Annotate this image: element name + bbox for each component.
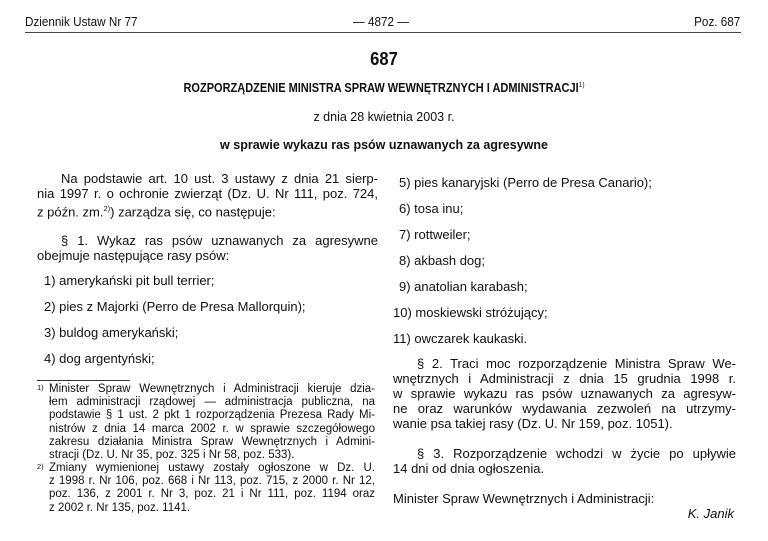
- section-2-line: ne oraz warunków wydawania zezwoleń na utrzymy-: [393, 401, 736, 416]
- breed-item: 5) pies kanaryjski (Perro de Presa Canario);: [399, 175, 652, 190]
- footnote-2: [37, 462, 375, 515]
- section-3-line: § 3. Rozporządzenie wchodzi w życie po upływie: [417, 446, 736, 461]
- signature-name: K. Janik: [687, 506, 734, 521]
- title-text: ROZPORZĄDZENIE MINISTRA SPRAW WEWNĘTRZNYCH I ADMINISTRACJI: [183, 81, 579, 96]
- title-footnote-mark: 1): [578, 80, 585, 89]
- footnote-line: z 1998 r. Nr 106, poz. 668 i Nr 113, poz. 715, z 2000 r. Nr 12,: [49, 475, 375, 488]
- section-2-line: wnętrznych i Administracji z dnia 15 grudnia 1998 r.: [393, 371, 736, 386]
- breed-item: 11) owczarek kaukaski.: [393, 331, 528, 346]
- preamble-line-3-start: z późn. zm.: [37, 204, 104, 220]
- section-2-line: § 2. Traci moc rozporządzenie Ministra Spraw We-: [417, 356, 736, 371]
- footnote-1: [37, 383, 375, 462]
- breed-item: 6) tosa inu;: [399, 201, 464, 216]
- footnote-line: poz. 136, z 2001 r. Nr 3, poz. 21 i Nr 111, poz. 1194 oraz: [49, 488, 375, 501]
- breed-item: 2) pies z Majorki (Perro de Presa Mallorquin);: [44, 299, 306, 314]
- preamble-line-1: Na podstawie art. 10 ust. 3 ustawy z dnia 21 sierp-: [61, 171, 378, 186]
- preamble: [37, 171, 378, 219]
- document-date: z dnia 28 kwietnia 2003 r.: [313, 110, 455, 124]
- footnote-line: Zmiany wymienionej ustawy zostały ogłoszone w Dz. U.: [49, 462, 375, 474]
- section-2: [393, 356, 736, 431]
- section-3-line: 14 dni od dnia ogłoszenia.: [393, 461, 545, 476]
- footnote-line: nistrów z dnia 14 marca 2002 r. w sprawie szczegółowego: [49, 422, 375, 435]
- footnote-2-mark: 2): [37, 462, 44, 471]
- document-title: [46, 80, 722, 95]
- footnote-line: stracji (Dz. U. Nr 35, poz. 325 i Nr 58, poz. 533).: [49, 449, 295, 462]
- preamble-footnote-mark: 2): [103, 204, 111, 213]
- signature-role: Minister Spraw Wewnętrznych i Administracji:: [393, 491, 655, 506]
- section-1-line-2: obejmuje następujące rasy psów:: [37, 248, 230, 263]
- document-number: 687: [370, 49, 398, 69]
- document-subject: w sprawie wykazu ras psów uznawanych za agresywne: [220, 138, 548, 152]
- breed-item: 8) akbash dog;: [399, 253, 486, 268]
- section-1-intro: [37, 233, 378, 263]
- section-3: [393, 446, 736, 476]
- breed-item: 9) anatolian karabash;: [399, 279, 528, 294]
- footnote-line: Minister Spraw Wewnętrznych i Administracji kieruje dzia-: [49, 383, 375, 395]
- breed-item: 4) dog argentyński;: [44, 351, 155, 366]
- header-rule: [25, 32, 741, 33]
- footnote-line: zakresu działania Ministra Spraw Wewnętrznych i Admini-: [49, 435, 375, 448]
- breed-item: 7) rottweiler;: [399, 227, 471, 242]
- footnote-rule: [37, 380, 130, 381]
- preamble-line-2: nia 1997 r. o ochronie zwierząt (Dz. U. Nr 111, poz. 724,: [37, 186, 378, 201]
- breed-item: 10) moskiewski stróżujący;: [393, 305, 548, 320]
- footnote-line: z 2002 r. Nr 135, poz. 1141.: [49, 501, 191, 514]
- position-number: Poz. 687: [693, 14, 740, 29]
- footnote-line: łem administracji rządowej — administracja publiczna, na: [49, 396, 375, 409]
- preamble-line-3-end: ) zarządza się, co następuje:: [110, 204, 276, 220]
- section-2-line: wanie psa takiej rasy (Dz. U. Nr 159, poz. 1051).: [393, 416, 673, 431]
- section-2-line: w sprawie wykazu ras psów uznawanych za agresyw-: [393, 386, 736, 401]
- section-1-line-1: § 1. Wykaz ras psów uznawanych za agresywne: [61, 233, 378, 248]
- footnote-line: podstawie § 1 ust. 2 pkt 1 rozporządzenia Prezesa Rady Mi-: [49, 409, 375, 422]
- preamble-line-3: [37, 201, 378, 219]
- page-number: — 4872 —: [353, 14, 409, 29]
- footnote-1-mark: 1): [37, 383, 44, 392]
- breed-item: 1) amerykański pit bull terrier;: [44, 273, 215, 288]
- journal-name: Dziennik Ustaw Nr 77: [25, 14, 138, 29]
- breed-item: 3) buldog amerykański;: [44, 325, 179, 340]
